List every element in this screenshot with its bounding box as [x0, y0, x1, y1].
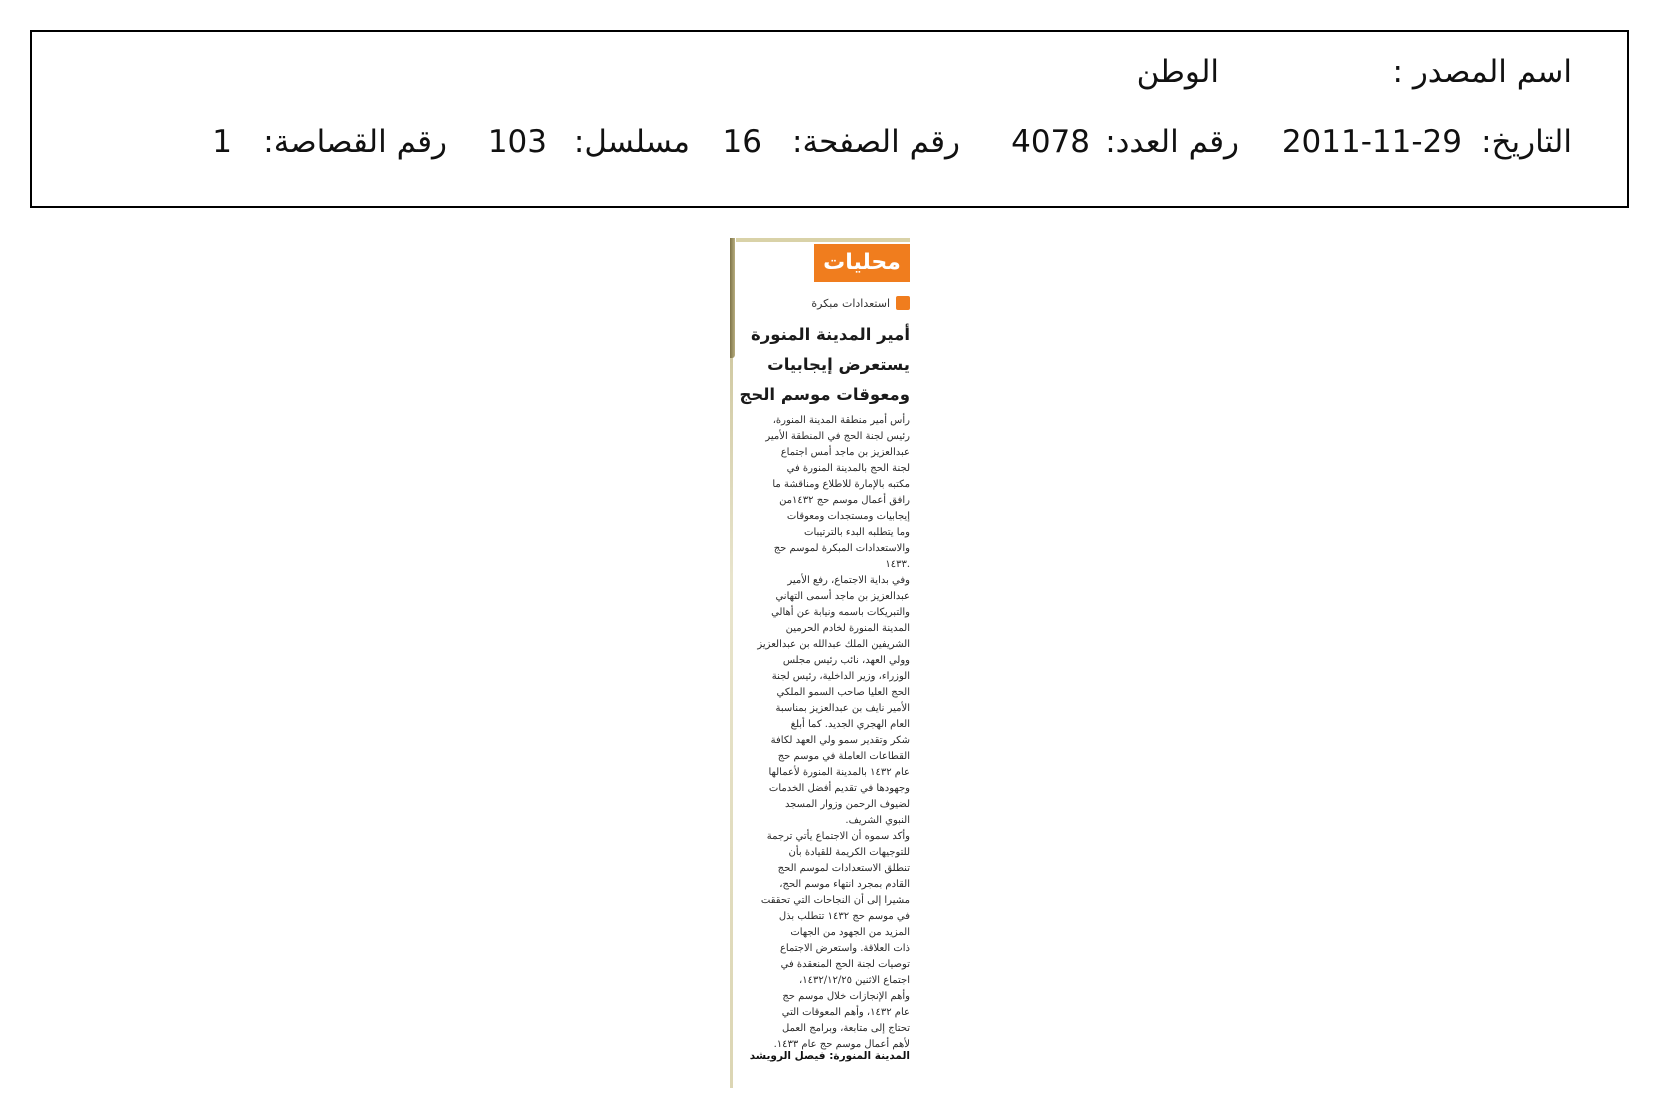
page-value: 16 [722, 124, 762, 160]
serial-label: مسلسل: [573, 124, 690, 160]
source-label: اسم المصدر : [1392, 54, 1572, 90]
source-value: الوطن [1136, 54, 1219, 90]
body-line: مشيرا إلى أن النجاحات التي تحققت [760, 895, 910, 906]
body-line: العام الهجري الجديد. كما أبلغ [790, 719, 910, 730]
body-line: رافق أعمال موسم حج ١٤٣٢من [779, 495, 910, 506]
kicker [811, 294, 910, 312]
clip-value: 1 [212, 124, 232, 160]
issue-value: 4078 [1011, 124, 1090, 160]
issue-label: رقم العدد: [1105, 124, 1239, 160]
body-line: إيجابيات ومستجدات ومعوقات [786, 511, 910, 522]
clip-top-rule [736, 238, 910, 242]
newspaper-clipping [730, 238, 910, 1088]
body-line: الشريفين الملك عبدالله بن عبدالعزيز [757, 639, 910, 650]
body-line: الوزراء، وزير الداخلية، رئيس لجنة [771, 671, 910, 682]
clipping-metadata-box [30, 30, 1629, 208]
body-line: والتبريكات باسمه ونيابة عن أهالي [771, 607, 910, 618]
page-label: رقم الصفحة: [792, 124, 960, 160]
body-line: شكر وتقدير سمو ولي العهد لكافة [770, 735, 910, 746]
date-value: 2011-11-29 [1281, 124, 1462, 160]
body-line: المزيد من الجهود من الجهات [790, 927, 910, 938]
headline-line: يستعرض إيجابيات [767, 355, 910, 374]
headline-line: ومعوقات موسم الحج [739, 385, 910, 404]
body-line: المدينة المنورة لخادم الحرمين [785, 623, 910, 634]
body-line: والاستعدادات المبكرة لموسم حج [773, 543, 910, 554]
body-line: للتوجيهات الكريمة للقيادة بأن [788, 847, 910, 858]
section-tag: محليات [814, 244, 910, 282]
body-line: ذات العلاقة. واستعرض الاجتماع [779, 943, 910, 954]
body-line: لأهم أعمال موسم حج عام ١٤٣٣. [773, 1039, 910, 1050]
body-line: وما يتطلبه البدء بالترتيبات [804, 527, 910, 538]
body-line: وجهودها في تقديم أفضل الخدمات [768, 783, 910, 794]
body-line: رئيس لجنة الحج في المنطقة الأمير [765, 431, 910, 442]
body-line: الأمير نايف بن عبدالعزيز بمناسبة [775, 703, 910, 714]
clip-left-rule [730, 238, 733, 1088]
body-line: القطاعات العاملة في موسم حج [777, 751, 910, 762]
kicker-text: استعدادات مبكرة [811, 296, 890, 310]
body-line: الحج العليا صاحب السمو الملكي [776, 687, 910, 698]
body-line: في موسم حج ١٤٣٢ تتطلب بذل [778, 911, 910, 922]
article-byline: المدينة المنورة: فيصل الرويشد [749, 1050, 910, 1062]
body-line: توصيات لجنة الحج المنعقدة في [780, 959, 910, 970]
body-line: مكتبه بالإمارة للاطلاع ومناقشة ما [772, 479, 910, 490]
body-line: النبوي الشريف. [845, 815, 910, 826]
kicker-square-icon [896, 296, 910, 310]
serial-value: 103 [487, 124, 547, 160]
body-line: عام ١٤٣٢، وأهم المعوقات التي [781, 1007, 910, 1018]
body-line: لجنة الحج بالمدينة المنورة في [786, 463, 910, 474]
body-line: عام ١٤٣٢ بالمدينة المنورة لأعمالها [768, 767, 910, 778]
body-line: تنطلق الاستعدادات لموسم الحج [777, 863, 910, 874]
body-line: تحتاج إلى متابعة، وبرامج العمل [782, 1023, 910, 1034]
body-line: لضيوف الرحمن وزوار المسجد [784, 799, 910, 810]
body-line: القادم بمجرد انتهاء موسم الحج، [779, 879, 910, 890]
date-label: التاريخ: [1481, 124, 1572, 160]
body-line: وأكد سموه أن الاجتماع يأتي ترجمة [766, 831, 910, 842]
article-body [735, 413, 910, 1053]
body-line: .١٤٣٣ [885, 559, 910, 570]
body-line: عبدالعزيز بن ماجد أسمى التهاني [775, 591, 910, 602]
body-line: عبدالعزيز بن ماجد أمس اجتماع [780, 447, 910, 458]
body-line: اجتماع الاثنين ١٤٣٢/١٢/٢٥، [799, 975, 910, 986]
body-line: وأهم الإنجازات خلال موسم حج [782, 991, 910, 1002]
body-line: وفي بداية الاجتماع، رفع الأمير [787, 575, 910, 586]
body-line: وولي العهد، نائب رئيس مجلس [782, 655, 910, 666]
headline-line: أمير المدينة المنورة [751, 325, 910, 344]
clip-label: رقم القصاصة: [263, 124, 447, 160]
body-line: رأس أمير منطقة المدينة المنورة، [772, 415, 910, 426]
article-headline [735, 320, 910, 410]
